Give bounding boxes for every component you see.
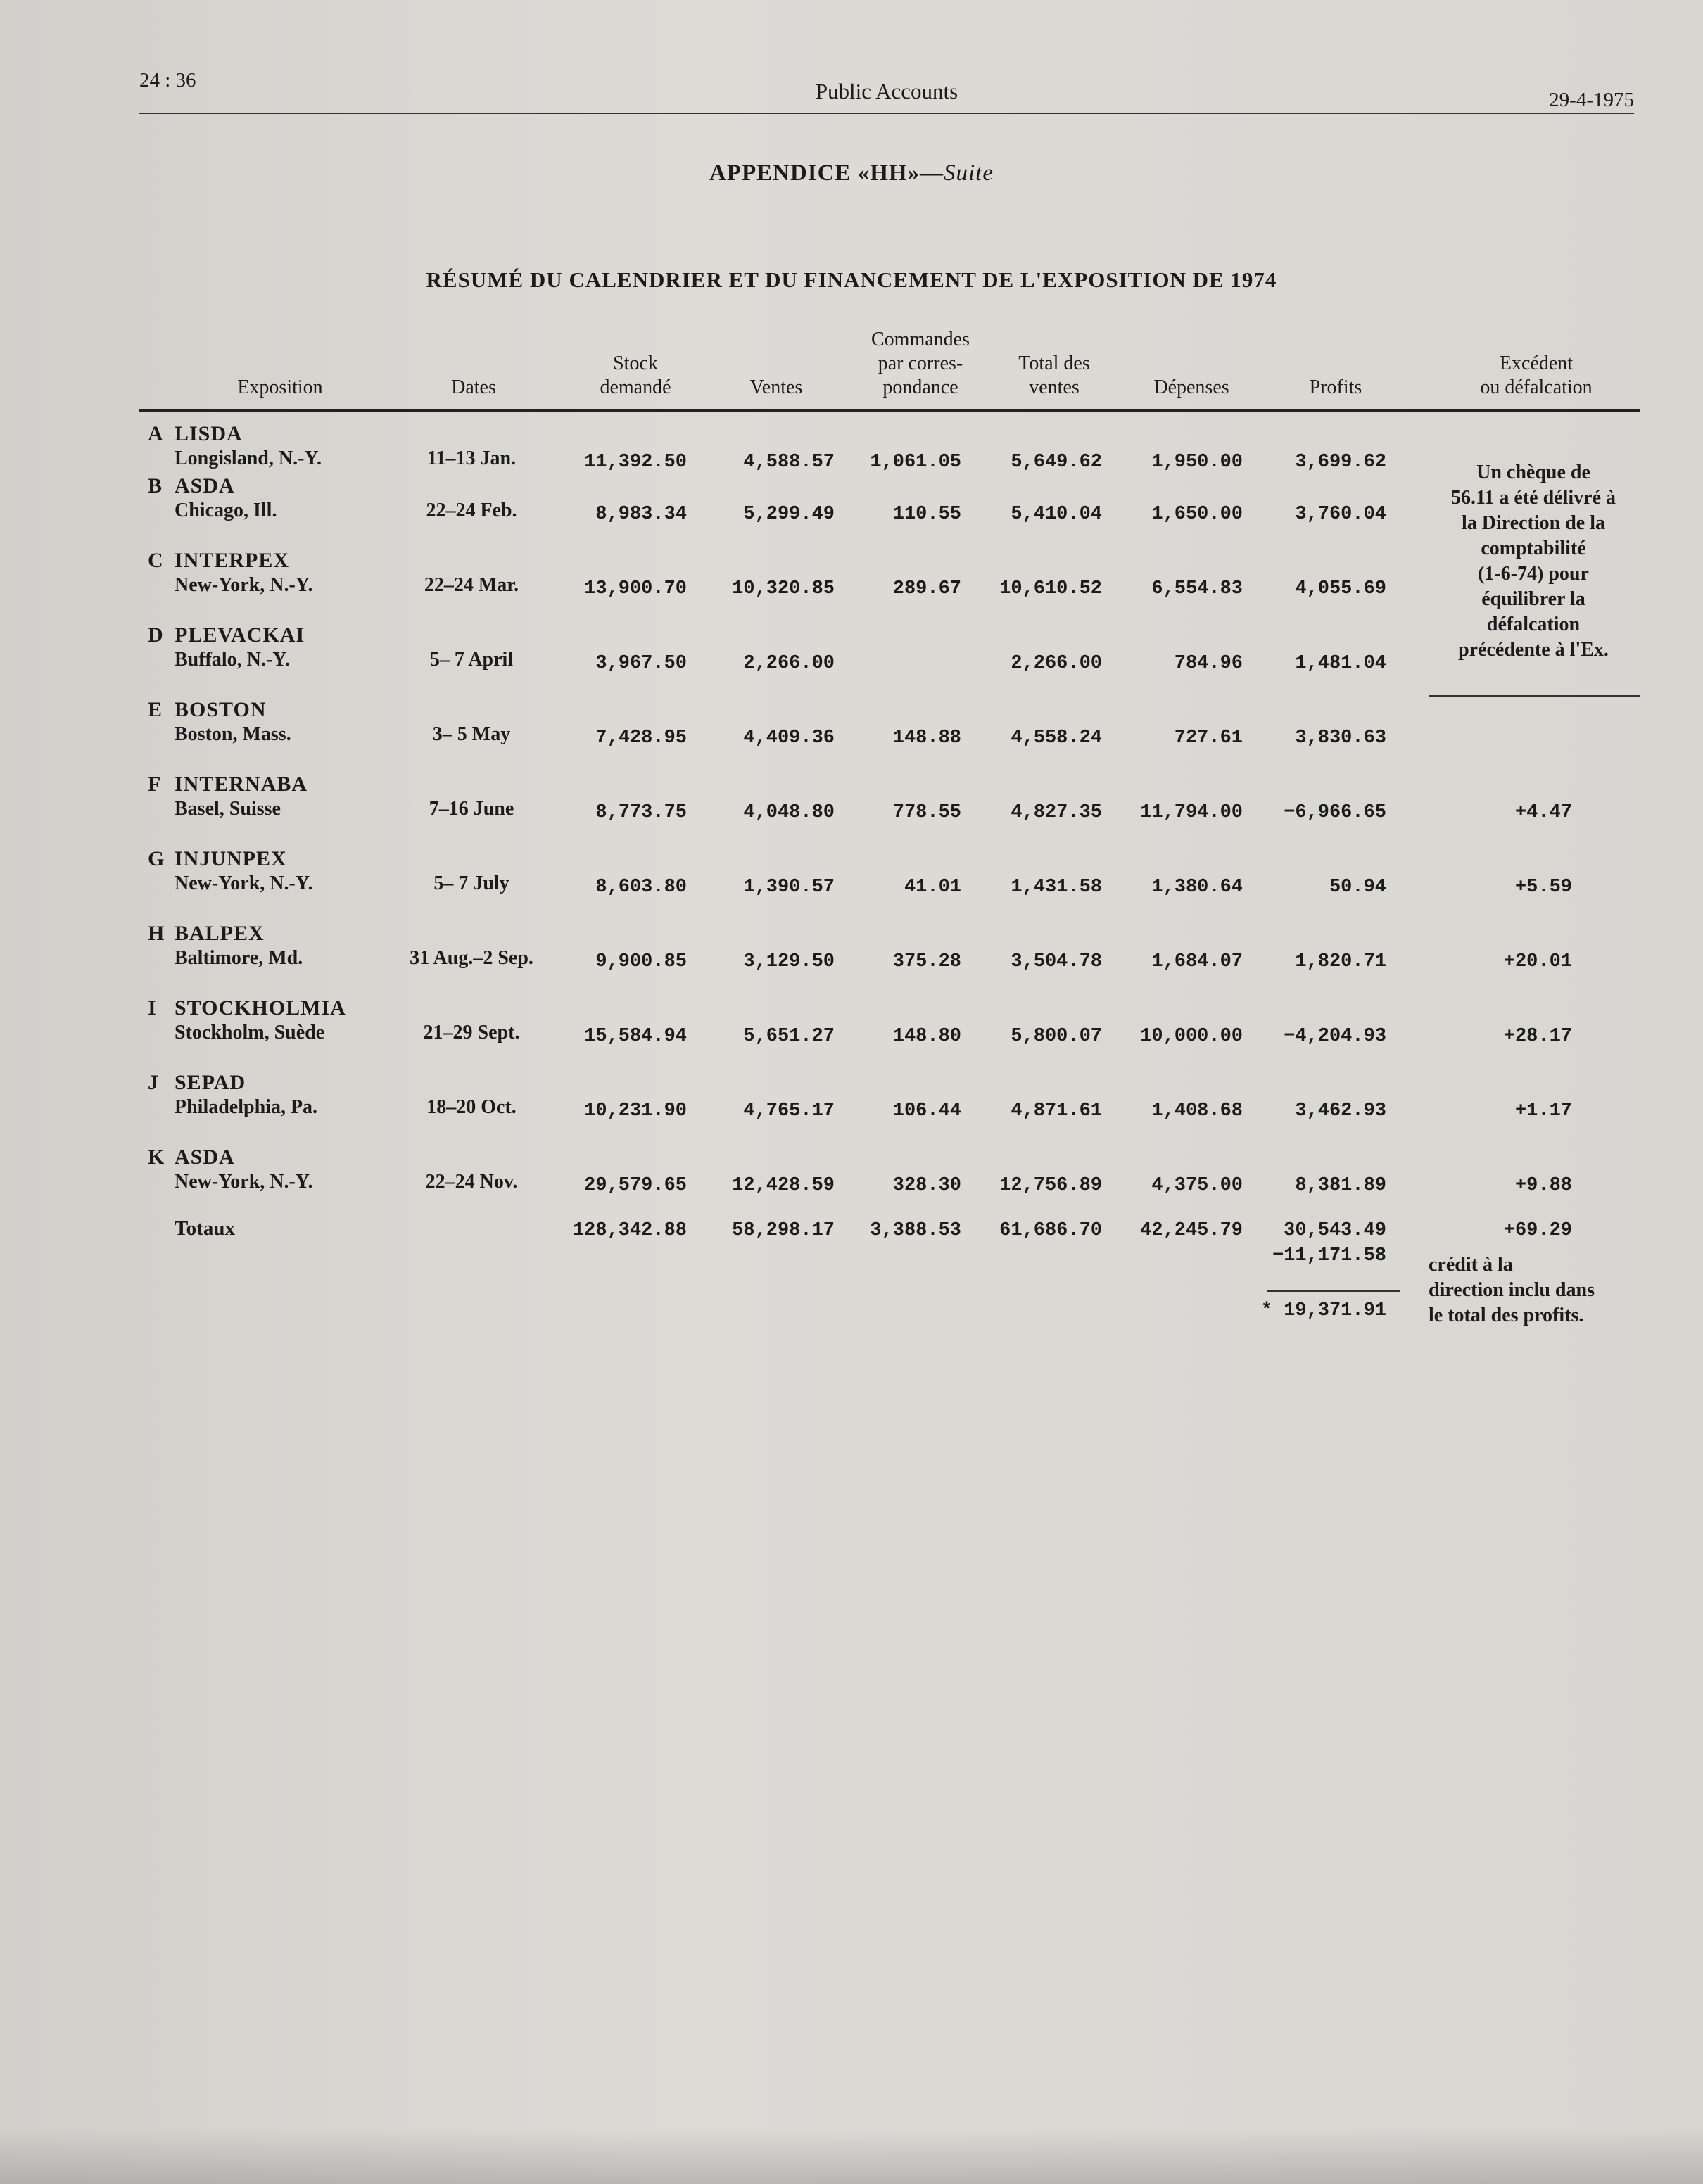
exposition-location: Stockholm, Suède <box>175 1022 325 1043</box>
commandes-value: 289.67 <box>892 578 961 599</box>
exposition-dates: 5– 7 April <box>429 649 514 671</box>
table-row <box>139 1064 1688 1134</box>
commandes-value: 148.88 <box>892 728 961 749</box>
table-header <box>139 318 1640 412</box>
depenses-value: 1,408.68 <box>1151 1100 1243 1122</box>
profits-deduction: −11,171.58 <box>1272 1245 1386 1266</box>
exposition-dates: 22–24 Feb. <box>426 500 517 521</box>
stock-value: 3,967.50 <box>595 653 687 674</box>
excedent-value: +5.59 <box>1514 877 1572 898</box>
profits-value: −6,966.65 <box>1284 802 1386 823</box>
profits-value: 3,760.04 <box>1295 504 1386 525</box>
profits-value: 4,055.69 <box>1295 578 1386 599</box>
ventes-value: 5,299.49 <box>743 504 835 525</box>
profits-value: 3,462.93 <box>1295 1100 1386 1122</box>
exposition-name: A LISDA <box>148 422 243 445</box>
excedent-value: +9.88 <box>1514 1175 1572 1196</box>
note-divider <box>1429 695 1640 697</box>
appendix-label: APPENDICE «HH»— <box>709 160 944 186</box>
exposition-dates: 3– 5 May <box>432 723 511 745</box>
exposition-name: H BALPEX <box>148 922 265 945</box>
total-ventes-value: 12,756.89 <box>999 1175 1102 1196</box>
depenses-value: 784.96 <box>1174 653 1243 674</box>
profits-value: 1,481.04 <box>1295 653 1386 674</box>
total-total-ventes: 61,686.70 <box>999 1220 1102 1241</box>
exposition-name: G INJUNPEX <box>148 847 287 870</box>
exposition-location: New-York, N.-Y. <box>175 872 313 894</box>
exposition-location: New-York, N.-Y. <box>175 1171 313 1193</box>
header-stock: Stock demandé <box>600 353 671 398</box>
depenses-value: 1,684.07 <box>1151 951 1243 972</box>
publication-title: Public Accounts <box>815 79 958 103</box>
stock-value: 10,231.90 <box>584 1100 687 1122</box>
header-exposition: Exposition <box>237 376 323 398</box>
ventes-value: 4,048.80 <box>743 802 835 823</box>
exposition-dates: 31 Aug.–2 Sep. <box>410 947 533 969</box>
ventes-value: 2,266.00 <box>743 653 835 674</box>
exposition-dates: 22–24 Nov. <box>425 1171 518 1193</box>
credit-note: crédit à la direction inclu dans le total des profits. <box>1429 1254 1595 1326</box>
profits-value: −4,204.93 <box>1284 1026 1386 1047</box>
stock-value: 11,392.50 <box>584 452 687 473</box>
header-commandes: Commandes par corres- pondance <box>871 329 970 398</box>
stock-value: 29,579.65 <box>584 1175 687 1196</box>
depenses-value: 4,375.00 <box>1151 1175 1243 1196</box>
exposition-dates: 7–16 June <box>429 798 514 820</box>
total-ventes-value: 4,827.35 <box>1011 802 1102 823</box>
depenses-value: 10,000.00 <box>1140 1026 1243 1047</box>
stock-value: 13,900.70 <box>584 578 687 599</box>
exposition-name: K ASDA <box>148 1145 235 1169</box>
total-ventes: 58,298.17 <box>732 1220 835 1241</box>
exposition-name: J SEPAD <box>148 1071 246 1094</box>
page-edge-shadow <box>0 2128 1703 2184</box>
running-head <box>139 69 1634 114</box>
exposition-name: B ASDA <box>148 474 235 497</box>
total-ventes-value: 5,649.62 <box>1011 452 1102 473</box>
total-ventes-value: 5,800.07 <box>1011 1026 1102 1047</box>
stock-value: 8,773.75 <box>595 802 687 823</box>
appendix-suite: Suite <box>944 160 994 186</box>
ventes-value: 10,320.85 <box>732 578 835 599</box>
header-total-ventes: Total des ventes <box>1018 353 1090 398</box>
header-ventes: Ventes <box>749 376 803 398</box>
header-profits: Profits <box>1309 376 1362 398</box>
header-depenses: Dépenses <box>1153 376 1229 398</box>
ventes-value: 5,651.27 <box>743 1026 835 1047</box>
header-dates: Dates <box>451 376 496 398</box>
exposition-dates: 21–29 Sept. <box>423 1022 520 1043</box>
exposition-location: Basel, Suisse <box>175 798 281 820</box>
exposition-location: Baltimore, Md. <box>175 947 303 969</box>
profits-value: 3,699.62 <box>1295 452 1386 473</box>
exposition-location: Longisland, N.-Y. <box>175 447 322 469</box>
cheque-note: Un chèque de 56.11 a été délivré à la Direction de la comptabilité (1-6-74) pour équilibrer la défalcation précédente à l'Ex. <box>1450 462 1616 661</box>
total-profits: 30,543.49 <box>1284 1220 1386 1241</box>
ventes-value: 4,588.57 <box>743 452 835 473</box>
depenses-value: 727.61 <box>1174 728 1243 749</box>
exposition-name: D PLEVACKAI <box>148 623 305 647</box>
header-excedent: Excédent ou défalcation <box>1480 353 1593 398</box>
excedent-value: +20.01 <box>1503 951 1572 972</box>
table-row <box>139 840 1688 910</box>
commandes-value: 375.28 <box>892 951 961 972</box>
table-row <box>139 915 1688 985</box>
depenses-value: 1,380.64 <box>1151 877 1243 898</box>
stock-value: 8,983.34 <box>595 504 687 525</box>
total-excedent: +69.29 <box>1503 1220 1572 1241</box>
commandes-value: 41.01 <box>904 877 961 898</box>
table-row <box>139 691 1688 761</box>
ventes-value: 4,409.36 <box>743 728 835 749</box>
totals-row <box>139 1217 1688 1344</box>
exposition-dates: 11–13 Jan. <box>426 447 517 469</box>
profits-value: 1,820.71 <box>1295 951 1386 972</box>
depenses-value: 6,554.83 <box>1151 578 1243 599</box>
total-depenses: 42,245.79 <box>1140 1220 1243 1241</box>
total-ventes-value: 3,504.78 <box>1011 951 1102 972</box>
exposition-location: Buffalo, N.-Y. <box>175 649 290 671</box>
stock-value: 7,428.95 <box>595 728 687 749</box>
page-date: 29-4-1975 <box>1549 89 1634 111</box>
page-number: 24 : 36 <box>139 69 196 91</box>
exposition-name: C INTERPEX <box>148 549 290 572</box>
depenses-value: 1,650.00 <box>1151 504 1243 525</box>
commandes-value: 148.80 <box>892 1026 961 1047</box>
exposition-dates: 5– 7 July <box>433 872 509 894</box>
profits-value: 50.94 <box>1329 877 1386 898</box>
stock-value: 9,900.85 <box>595 951 687 972</box>
table-row <box>139 1138 1688 1209</box>
exposition-location: New-York, N.-Y. <box>175 574 313 596</box>
commandes-value: 1,061.05 <box>870 452 961 473</box>
total-ventes-value: 4,871.61 <box>1011 1100 1102 1122</box>
total-ventes-value: 2,266.00 <box>1011 653 1102 674</box>
totals-label: Totaux <box>175 1217 235 1240</box>
ventes-value: 1,390.57 <box>743 877 835 898</box>
table-title: RÉSUMÉ DU CALENDRIER ET DU FINANCEMENT DE L'EXPOSITION DE 1974 <box>426 267 1277 292</box>
ventes-value: 3,129.50 <box>743 951 835 972</box>
stock-value: 8,603.80 <box>595 877 687 898</box>
exposition-name: I STOCKHOLMIA <box>148 996 346 1020</box>
total-stock: 128,342.88 <box>572 1220 687 1241</box>
exposition-name: E BOSTON <box>148 698 267 721</box>
profits-value: 8,381.89 <box>1295 1175 1386 1196</box>
depenses-value: 1,950.00 <box>1151 452 1243 473</box>
sum-rule <box>1267 1290 1400 1292</box>
total-commandes: 3,388.53 <box>870 1220 961 1241</box>
table-row <box>139 766 1688 836</box>
commandes-value: 778.55 <box>892 802 961 823</box>
excedent-value: +1.17 <box>1514 1100 1572 1122</box>
commandes-value: 106.44 <box>892 1100 961 1122</box>
excedent-value: +28.17 <box>1503 1026 1572 1047</box>
excedent-value: +4.47 <box>1514 802 1572 823</box>
total-ventes-value: 1,431.58 <box>1011 877 1102 898</box>
stock-value: 15,584.94 <box>584 1026 687 1047</box>
ventes-value: 4,765.17 <box>743 1100 835 1122</box>
depenses-value: 11,794.00 <box>1140 802 1243 823</box>
total-ventes-value: 5,410.04 <box>1011 504 1102 525</box>
total-ventes-value: 4,558.24 <box>1011 728 1102 749</box>
profits-value: 3,830.63 <box>1295 728 1386 749</box>
exposition-location: Philadelphia, Pa. <box>175 1096 318 1118</box>
net-profit: * 19,371.91 <box>1260 1300 1386 1321</box>
table-row <box>139 989 1688 1060</box>
appendix-title <box>0 160 1703 186</box>
exposition-location: Boston, Mass. <box>175 723 291 745</box>
ventes-value: 12,428.59 <box>732 1175 835 1196</box>
exposition-location: Chicago, Ill. <box>175 500 277 521</box>
total-ventes-value: 10,610.52 <box>999 578 1102 599</box>
exposition-dates: 18–20 Oct. <box>426 1096 517 1118</box>
commandes-value: 110.55 <box>892 504 961 525</box>
exposition-dates: 22–24 Mar. <box>424 574 519 596</box>
commandes-value: 328.30 <box>892 1175 961 1196</box>
exposition-name: F INTERNABA <box>148 773 308 796</box>
